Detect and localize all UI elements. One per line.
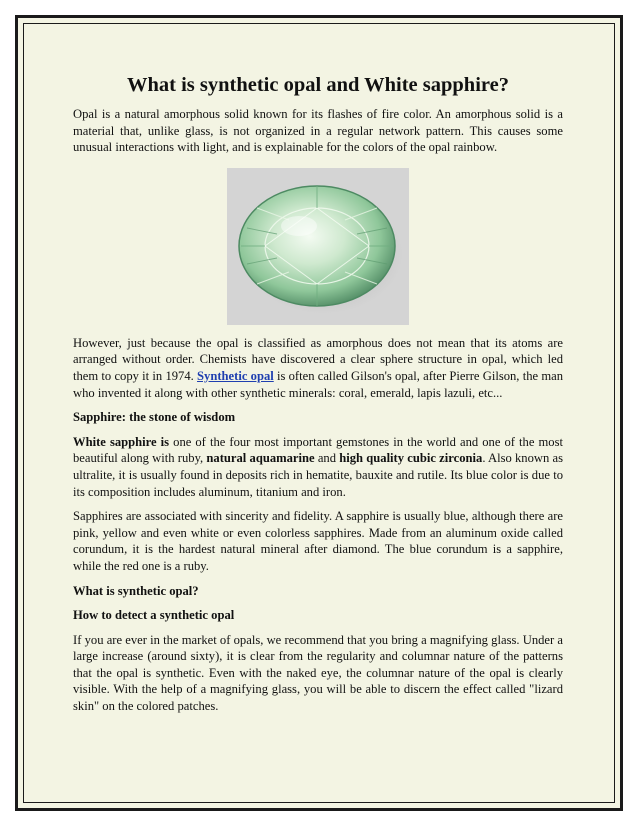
- gem-illustration: [227, 168, 409, 325]
- para3-text3: . Also known as ultralite, it is usually found in deposits rich in hematite, bauxite and rutile. Its blue color is due to its composition includes aluminum, titanium and iron.: [73, 451, 564, 499]
- bold-white-sapphire: White sapphire is: [73, 434, 170, 449]
- bold-cubic-zirconia: high quality cubic zirconia: [339, 451, 483, 466]
- para2-text-before: However, just because the opal is classified as amorphous does not mean that its atoms are arranged without order. Chemists have discovered a clear sphere structure in opal, which led them to copy it in 1974.: [73, 335, 563, 383]
- document-title: What is synthetic opal and White sapphire?: [127, 74, 509, 96]
- heading-sapphire: Sapphire: the stone of wisdom: [73, 410, 236, 425]
- document-body: [73, 72, 563, 723]
- para3-text2: and: [314, 451, 340, 466]
- synthetic-opal-link[interactable]: Synthetic opal: [197, 368, 274, 383]
- heading-what-is-synthetic-opal: What is synthetic opal?: [73, 583, 199, 598]
- intro-paragraph: Opal is a natural amorphous solid known for its flashes of fire color. An amorphous solid is a material that, unlike glass, is not organized in a regular network pattern. This causes some unusual interactions with light, and is explainable for the colors of the opal rainbow.: [73, 107, 563, 155]
- sapphire-fidelity-paragraph: Sapphires are associated with sincerity and fidelity. A sapphire is usually blue, although there are pink, yellow and even white or even colorless sapphires. Made from an aluminum oxide called corundum, it is the hardest natural mineral after diamond. The blue corundum is a sapphire, while the red one is a ruby.: [73, 509, 563, 573]
- bold-natural-aquamarine: natural aquamarine: [206, 451, 315, 466]
- gem-image-container: [73, 168, 563, 325]
- para2-text-after: is often called Gilson's opal, after Pierre Gilson, the man who invented it along with other synthetic minerals: coral, emerald, lapis lazuli, etc...: [73, 368, 564, 400]
- para3-text1: one of the four most important gemstones in the world and one of the most beautiful along with ruby,: [73, 434, 563, 466]
- detect-opal-paragraph: If you are ever in the market of opals, we recommend that you bring a magnifying glass. Under a large increase (around sixty), it is clear from the regularity and columnar nature of the patterns that the opal is synthetic. Even with the naked eye, the columnar nature of the opal is clearly visible. With the help of a magnifying glass, you will be able to discern the effect called "lizard skin" on the colored patches.: [73, 632, 563, 714]
- opal-structure-paragraph: [73, 335, 563, 401]
- green-gem-photo: [227, 168, 409, 325]
- heading-how-to-detect: How to detect a synthetic opal: [73, 608, 235, 623]
- white-sapphire-paragraph: [73, 434, 563, 500]
